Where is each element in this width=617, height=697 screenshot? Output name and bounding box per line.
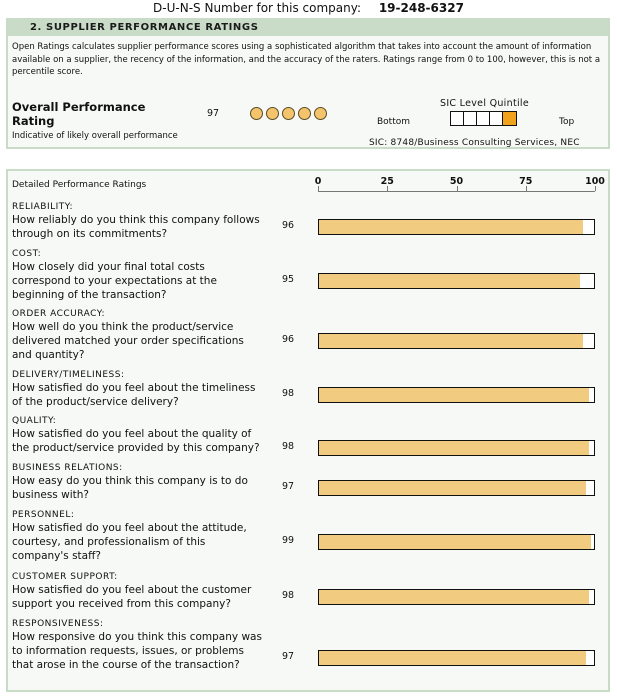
rating-score: 97 (282, 651, 295, 662)
quintile-box (451, 112, 464, 125)
detailed-ratings-panel (6, 169, 610, 692)
rating-dot (250, 107, 263, 120)
rating-bar-fill (319, 334, 583, 348)
rating-bar-fill (319, 441, 589, 455)
scale-tick-label: 50 (449, 176, 464, 187)
rating-score: 95 (282, 274, 295, 285)
rating-question: How responsive do you think this company was to information requests, issues, or problems that arose in the course of the transaction? (12, 631, 262, 671)
rating-bar (318, 650, 595, 666)
rating-question: How satisfied do you feel about the timeliness of the product/service delivery? (12, 382, 256, 408)
duns-label: D-U-N-S Number for this company: (153, 1, 361, 15)
overall-rating-label-line1: Overall Performance (12, 100, 146, 114)
rating-question: How satisfied do you feel about the quality of the product/service provided by this company? (12, 428, 260, 454)
overall-rating-score: 97 (207, 108, 220, 119)
scale-tick-mark (387, 186, 388, 191)
rating-category: QUALITY: (12, 416, 57, 426)
rating-bar (318, 534, 595, 550)
rating-category: CUSTOMER SUPPORT: (12, 572, 118, 582)
rating-bar-fill (319, 274, 580, 288)
rating-bar-fill (319, 388, 589, 402)
rating-question: How closely did your final total costs correspond to your expectations at the beginning of the transaction? (12, 261, 217, 301)
rating-category: PERSONNEL: (12, 510, 75, 520)
rating-dot (298, 107, 311, 120)
scale-tick-mark (595, 186, 596, 191)
rating-category: RESPONSIVENESS: (12, 619, 104, 629)
rating-score: 98 (282, 441, 295, 452)
quintile-box (503, 112, 516, 125)
rating-question: How easy do you think this company is to do business with? (12, 475, 248, 501)
rating-bar-fill (319, 651, 586, 665)
rating-description: Open Ratings calculates supplier performance scores using a sophisticated algorithm that takes into account the amount of information available on a supplier, the recency of the information, and the accuracy of the raters. Ratings range from 0 to 100, however, this is not a percentile score. (12, 42, 601, 77)
scale-tick-label: 0 (314, 176, 322, 187)
rating-dot (282, 107, 295, 120)
rating-question: How reliably do you think this company follows through on its commitments? (12, 214, 260, 240)
rating-bar-fill (319, 220, 583, 234)
quintile-box (464, 112, 477, 125)
rating-bar (318, 273, 595, 289)
sic-quintile-title: SIC Level Quintile (440, 98, 529, 109)
rating-score: 96 (282, 334, 295, 345)
rating-score: 98 (282, 590, 295, 601)
quintile-box (490, 112, 503, 125)
section-title: 2. SUPPLIER PERFORMANCE RATINGS (8, 20, 608, 36)
rating-score: 98 (282, 388, 295, 399)
overall-rating-label (12, 100, 145, 128)
scale-tick-mark (457, 186, 458, 191)
duns-line (0, 1, 617, 15)
scale-tick-label: 100 (585, 176, 605, 187)
rating-category: COST: (12, 249, 42, 259)
rating-score: 97 (282, 481, 295, 492)
duns-value: 19-248-6327 (378, 1, 464, 15)
rating-bar (318, 589, 595, 605)
rating-category: RELIABILITY: (12, 202, 74, 212)
rating-score: 96 (282, 220, 295, 231)
rating-category: DELIVERY/TIMELINESS: (12, 370, 125, 380)
scale-tick-mark (526, 186, 527, 191)
rating-dot (266, 107, 279, 120)
quintile-box (477, 112, 490, 125)
rating-bar-fill (319, 590, 589, 604)
quintile-bottom-label: Bottom (377, 117, 411, 127)
rating-bar-fill (319, 535, 591, 549)
detailed-ratings-title: Detailed Performance Ratings (12, 180, 147, 190)
scale-tick-label: 75 (519, 176, 533, 187)
rating-bar (318, 219, 595, 235)
rating-score: 99 (282, 535, 295, 546)
overall-rating-subtitle: Indicative of likely overall performance (12, 131, 178, 141)
quintile-top-label: Top (559, 117, 575, 127)
scale-tick-label: 25 (380, 176, 394, 187)
rating-category: ORDER ACCURACY: (12, 309, 106, 319)
overall-rating-label-line2: Rating (12, 114, 55, 128)
rating-bar (318, 480, 595, 496)
rating-question: How satisfied do you feel about the customer support you received from this company? (12, 584, 252, 610)
rating-category: BUSINESS RELATIONS: (12, 463, 123, 473)
rating-bar-fill (319, 481, 586, 495)
rating-bar (318, 387, 595, 403)
scale-axis-line (318, 191, 595, 192)
rating-dot (314, 107, 327, 120)
rating-bar (318, 440, 595, 456)
rating-question: How well do you think the product/service delivered matched your order specifications and quantity? (12, 321, 244, 361)
rating-bar (318, 333, 595, 349)
summary-panel (6, 18, 610, 149)
sic-code: SIC: 8748/Business Consulting Services, NEC (369, 138, 580, 148)
rating-question: How satisfied do you feel about the attitude, courtesy, and professionalism of this company's staff? (12, 522, 247, 562)
scale-tick-mark (318, 186, 319, 191)
overall-rating-dots (250, 107, 327, 120)
sic-quintile-boxes (450, 111, 517, 126)
